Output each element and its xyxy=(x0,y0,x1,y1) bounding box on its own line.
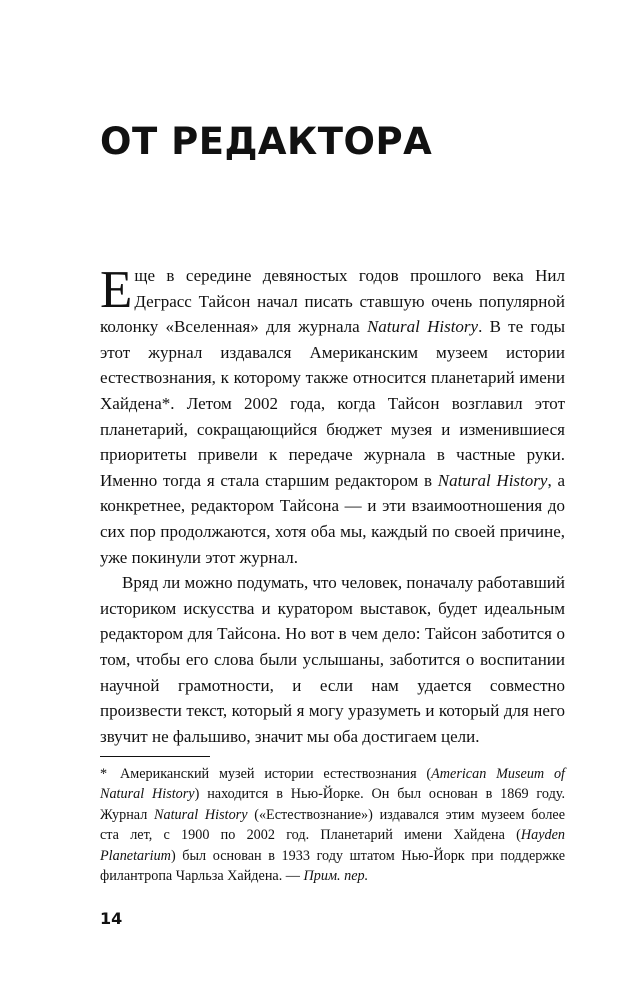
footnote-text: Американский музей истории естествознания ( xyxy=(120,766,432,782)
paragraph-1 xyxy=(100,263,565,570)
drop-cap: Е xyxy=(100,261,133,319)
footnote-italic: Прим. пер. xyxy=(303,868,369,885)
page-number: 14 xyxy=(100,909,123,928)
paragraph-text: ще в середине девяностых годов прошлого века Нил Деграсс Тайсон начал писать ставшую очень популярной колонку «Вселенная» для журнала xyxy=(100,266,565,337)
footnote-italic: Hayden Planetarium xyxy=(100,827,565,864)
chapter-title: ОТ РЕДАКТОРА xyxy=(100,120,433,163)
journal-title-italic: Natural History xyxy=(366,317,479,337)
paragraph-2: Вряд ли можно подумать, что человек, поначалу работавший историком искусства и куратором выставок, будет идеальным редактором для Тайсона. Но вот в чем дело: Тайсон заботится о том, чтобы его слова были услышаны, заботится о воспитании научной грамотности, и если нам удается совместно произвести текст, который я могу уразуметь и который для него звучит не фальшиво, значит мы оба достигаем цели. xyxy=(100,573,565,746)
paragraph-text: , а конкретнее, редактором Тайсона — и эти взаимоотношения до сих пор продолжаются, хотя оба мы, каждый по своей причине, уже покинули этот журнал. xyxy=(100,470,565,567)
footnote-text: ) находится в Нью-Йорке. Он был основан в 1869 году. Журнал xyxy=(100,786,566,823)
body-text xyxy=(100,263,565,749)
journal-title-italic: Natural History xyxy=(437,470,548,490)
footnote-italic: Natural History xyxy=(154,806,248,823)
footnote-text: ) был основан в 1933 году штатом Нью-Йорк при поддержке филантропа Чарльза Хайдена. — xyxy=(100,847,565,885)
footnote-text: («Естествознание») издавался этим музеем более ста лет, с 1900 по 2002 год. Планетарий имени Хайдена ( xyxy=(100,806,565,844)
footnote-marker: * xyxy=(100,766,108,782)
footnote-italic: American Museum of Natural History xyxy=(100,766,565,803)
paragraph-text: . В те годы этот журнал издавался Американским музеем истории естествознания, к которому также относится планетарий имени Хайдена*. Летом 2002 года, когда Тайсон возглавил этот планетарий, сокращающийся бюджет музея и изменившиеся приоритеты привели к передаче журнала в частные руки. Именно тогда я стала старшим редактором в xyxy=(100,317,565,490)
footnote xyxy=(100,764,565,886)
footnote-divider xyxy=(100,756,210,757)
